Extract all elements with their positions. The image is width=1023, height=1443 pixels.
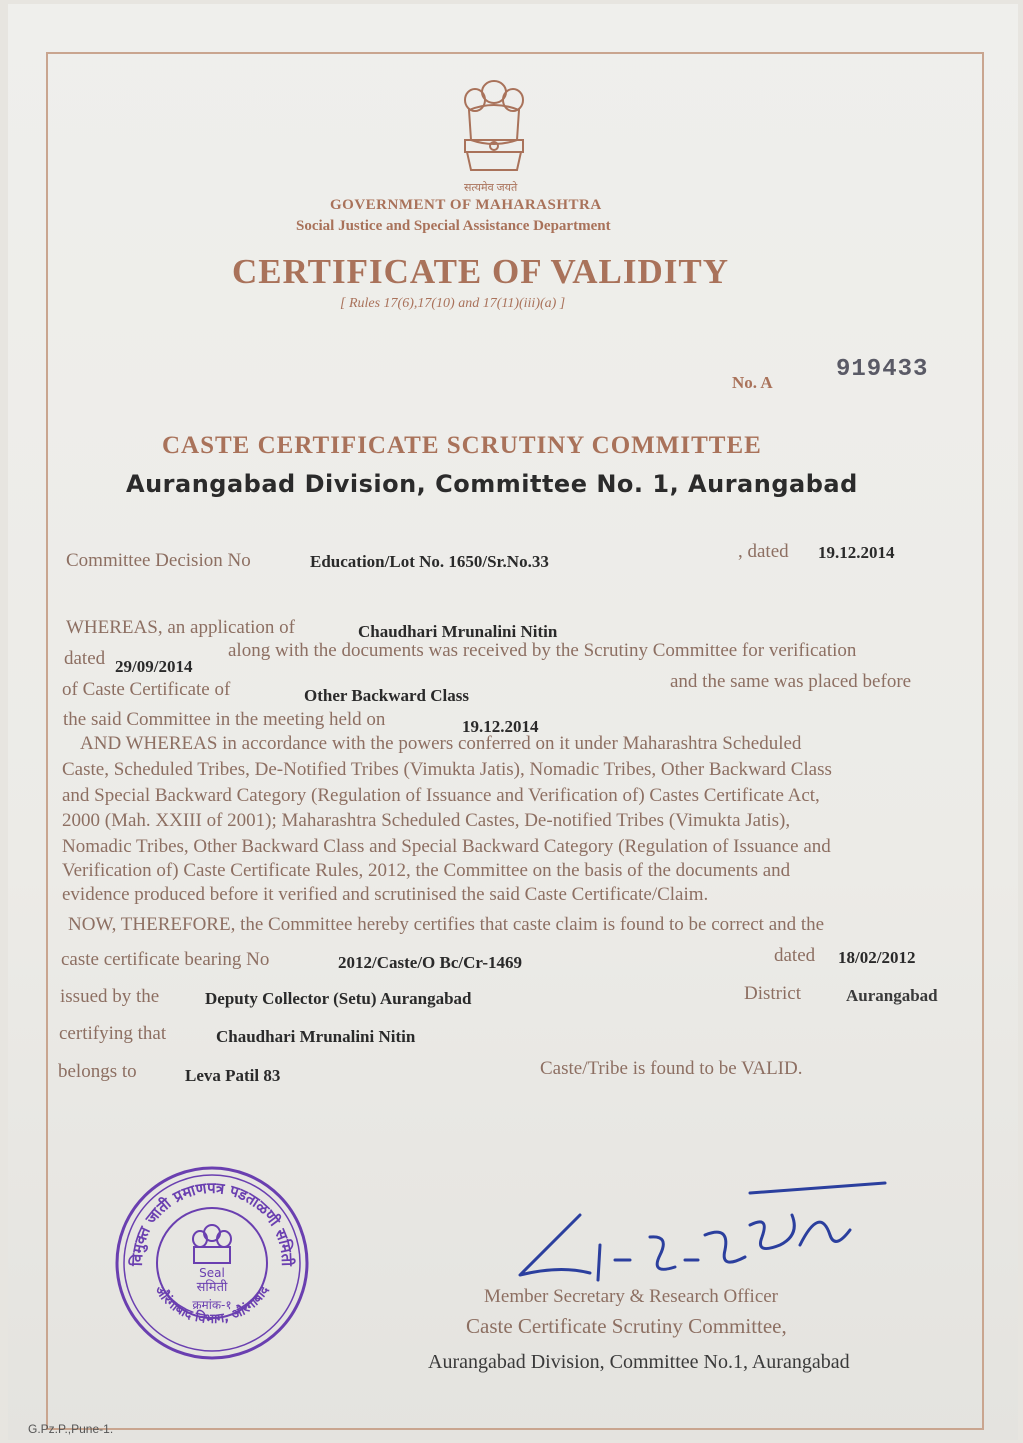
and-whereas-line-1: AND WHEREAS in accordance with the powers conferred on it under Maharashtra Scheduled	[80, 733, 802, 754]
seal-bottom-text: औरंगाबाद विभाग, औरंगाबाद	[151, 1283, 273, 1328]
meeting-date: 19.12.2014	[462, 717, 539, 736]
signatory-committee: Caste Certificate Scrutiny Committee,	[466, 1314, 787, 1338]
and-whereas-line-6: Verification of) Caste Certificate Rules, 2012, the Committee on the basis of the documents and	[62, 860, 791, 881]
decision-number: Education/Lot No. 1650/Sr.No.33	[310, 552, 549, 571]
government-name: GOVERNMENT OF MAHARASHTRA	[330, 197, 602, 213]
valid-text: Caste/Tribe is found to be VALID.	[540, 1058, 803, 1079]
certificate-number: 919433	[836, 356, 929, 383]
now-therefore-text: NOW, THEREFORE, the Committee hereby certifies that caste claim is found to be correct and the	[68, 914, 825, 935]
received-text: along with the documents was received by the Scrutiny Committee for verification	[228, 640, 857, 661]
caste-name: Leva Patil 83	[185, 1066, 281, 1085]
decision-date: 19.12.2014	[818, 543, 895, 562]
placed-text: and the same was placed before	[670, 671, 912, 692]
and-whereas-line-2: Caste, Scheduled Tribes, De-Notified Tribes (Vimukta Jatis), Nomadic Tribes, Other Backward Class	[62, 759, 832, 780]
rules-reference: [ Rules 17(6),17(10) and 17(11)(iii)(a) ]	[340, 296, 566, 311]
signatory-division: Aurangabad Division, Committee No.1, Aurangabad	[428, 1351, 850, 1373]
certified-person: Chaudhari Mrunalini Nitin	[216, 1027, 416, 1046]
number-label: No. A	[732, 373, 773, 392]
issued-label: issued by the	[60, 986, 160, 1007]
signature-icon	[500, 1175, 900, 1295]
and-whereas-line-4: 2000 (Mah. XXIII of 2001); Maharashtra Scheduled Castes, De-notified Tribes (Vimukta Jatis),	[62, 810, 791, 831]
department-name: Social Justice and Special Assistance Department	[296, 218, 611, 234]
seal-ring-text: विमुक्त जाती प्रमाणपत्र पडताळणी समिती	[127, 1178, 297, 1267]
district-label: District	[744, 983, 801, 1004]
certificate-dated-label: dated	[774, 945, 816, 966]
decision-label: Committee Decision No	[66, 550, 251, 571]
application-date: 29/09/2014	[115, 657, 193, 676]
bearing-label: caste certificate bearing No	[61, 949, 270, 970]
and-whereas-line-7: evidence produced before it verified and scrutinised the said Caste Certificate/Claim.	[62, 884, 709, 905]
certifying-label: certifying that	[59, 1023, 167, 1044]
official-seal-icon	[112, 1163, 312, 1363]
motto: सत्यमेव जयते	[464, 182, 518, 194]
press-footer: G.Pz.P.,Pune-1.	[28, 1422, 114, 1436]
caste-category: Other Backward Class	[304, 686, 469, 705]
district-name: Aurangabad	[846, 986, 938, 1005]
certificate-date: 18/02/2012	[838, 948, 916, 967]
decision-dated-label: , dated	[738, 541, 789, 562]
committee-division: Aurangabad Division, Committee No. 1, Aurangabad	[126, 470, 858, 498]
seal-word: Seal	[199, 1266, 225, 1280]
committee-name: CASTE CERTIFICATE SCRUTINY COMMITTEE	[162, 432, 762, 459]
national-emblem-icon	[455, 70, 533, 190]
applicant-name: Chaudhari Mrunalini Nitin	[358, 622, 558, 641]
and-whereas-line-5: Nomadic Tribes, Other Backward Class and Special Backward Category (Regulation of Issuance and	[62, 836, 831, 857]
svg-text:विमुक्त जाती प्रमाणपत्र पडताळण	[128, 1179, 296, 1268]
seal-inner-text: समिती	[196, 1280, 228, 1295]
caste-label: of Caste Certificate of	[62, 679, 231, 700]
and-whereas-line-3: and Special Backward Category (Regulation of Issuance and Verification of) Castes Certificate Act,	[62, 785, 820, 806]
signatory-designation: Member Secretary & Research Officer	[484, 1286, 779, 1307]
seal-number-text: क्रमांक-१	[192, 1298, 232, 1312]
certificate-title: CERTIFICATE OF VALIDITY	[232, 252, 729, 291]
issuer-name: Deputy Collector (Setu) Aurangabad	[205, 989, 472, 1008]
certificate-no: 2012/Caste/O Bc/Cr-1469	[338, 953, 522, 972]
application-dated-label: dated	[64, 648, 106, 669]
meeting-label: the said Committee in the meeting held on	[63, 709, 386, 730]
belongs-label: belongs to	[58, 1061, 137, 1082]
whereas-prefix: WHEREAS, an application of	[66, 617, 296, 638]
